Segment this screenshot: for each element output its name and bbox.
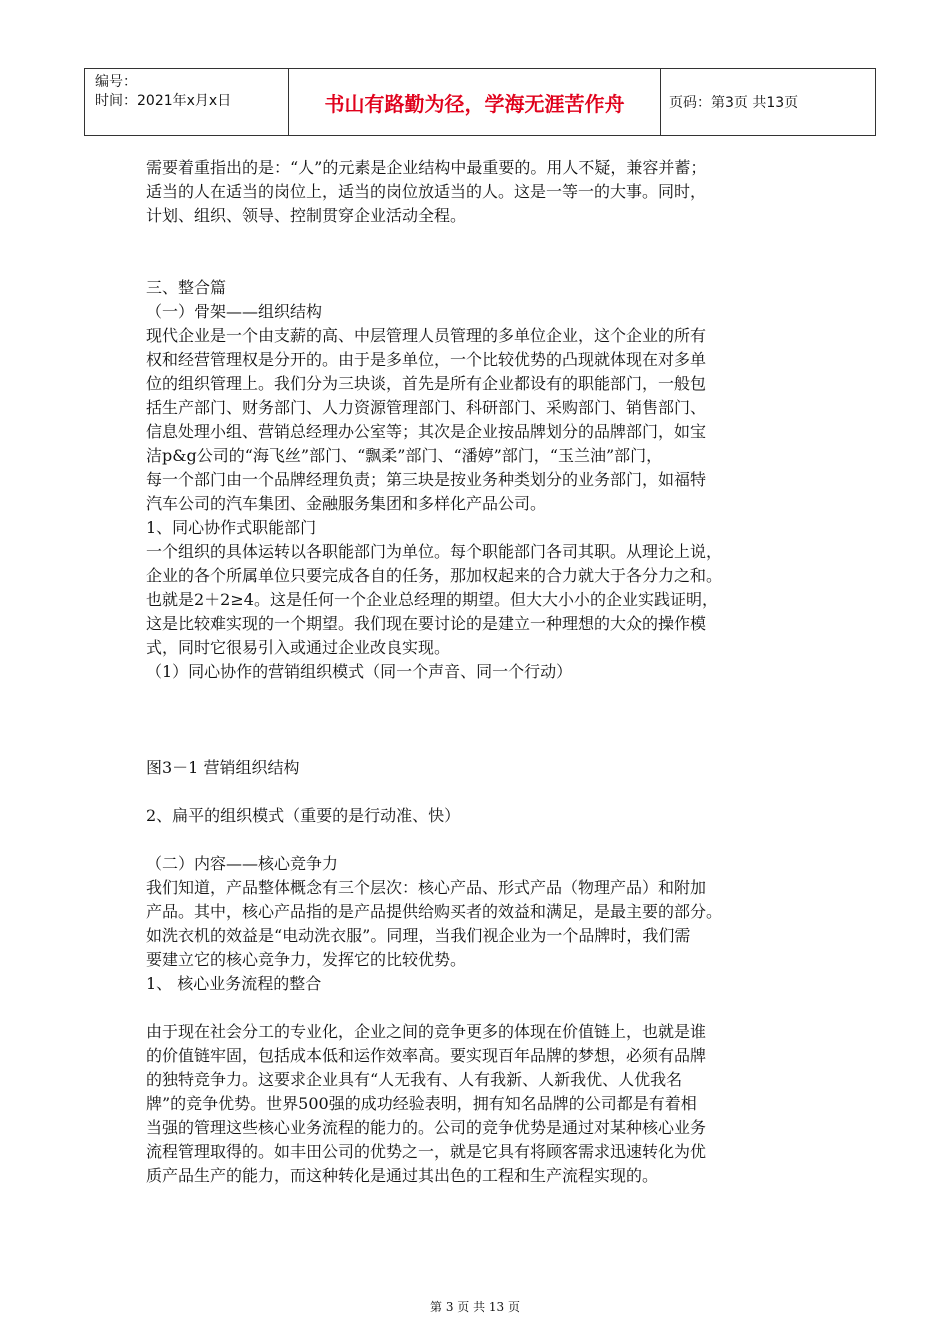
- text-line: 需要着重指出的是：“人”的元素是企业结构中最重要的。用人不疑，兼容并蓄；: [146, 158, 707, 177]
- section-heading: 三、整合篇: [146, 278, 227, 297]
- text-line: 牌”的竞争优势。世界500强的成功经验表明，拥有知名品牌的公司都是有着相: [146, 1094, 697, 1113]
- text-line: 流程管理取得的。如丰田公司的优势之一，就是它具有将顾客需求迅速转化为优: [146, 1142, 707, 1161]
- subsection-heading: （一）骨架——组织结构: [146, 302, 323, 321]
- text-line: 权和经营管理权是分开的。由于是多单位，一个比较优势的凸现就体现在对多单: [146, 350, 707, 369]
- text-line: 式，同时它很易引入或通过企业改良实现。: [146, 638, 451, 657]
- item-heading: 2、扁平的组织模式（重要的是行动准、快）: [146, 806, 461, 825]
- page-header: [84, 68, 876, 136]
- subsection-heading: （二）内容——核心竞争力: [146, 854, 339, 873]
- text-line: 括生产部门、财务部门、人力资源管理部门、科研部门、采购部门、销售部门、: [146, 398, 707, 417]
- text-line: 现代企业是一个由支薪的高、中层管理人员管理的多单位企业，这个企业的所有: [146, 326, 707, 345]
- text-line: 的价值链牢固，包括成本低和运作效率高。要实现百年品牌的梦想，必须有品牌: [146, 1046, 707, 1065]
- text-line: 一个组织的具体运转以各职能部门为单位。每个职能部门各司其职。从理论上说，: [146, 542, 723, 561]
- text-line: 如洗衣机的效益是“电动洗衣服”。同理，当我们视企业为一个品牌时，我们需: [146, 926, 691, 945]
- text-line: 也就是2＋2≥4。这是任何一个企业总经理的期望。但大大小小的企业实践证明，: [146, 590, 718, 609]
- text-line: 计划、组织、领导、控制贯穿企业活动全程。: [146, 206, 467, 225]
- header-motto: 书山有路勤为径，学海无涯苦作舟: [289, 69, 661, 135]
- text-line: 适当的人在适当的岗位上，适当的岗位放适当的人。这是一等一的大事。同时，: [146, 182, 707, 201]
- text-line: 这是比较难实现的一个期望。我们现在要讨论的是建立一种理想的大众的操作模: [146, 614, 707, 633]
- figure-caption: 图3－1 营销组织结构: [146, 758, 300, 777]
- item-heading: 1、同心协作式职能部门: [146, 518, 317, 537]
- text-line: 质产品生产的能力，而这种转化是通过其出色的工程和生产流程实现的。: [146, 1166, 659, 1185]
- text-line: 位的组织管理上。我们分为三块谈，首先是所有企业都设有的职能部门，一般包: [146, 374, 707, 393]
- text-line: 洁p&g公司的“海飞丝”部门、“飘柔”部门、“潘婷”部门，“玉兰油”部门，: [146, 446, 663, 465]
- document-body: [146, 156, 826, 1188]
- item-heading: 1、 核心业务流程的整合: [146, 974, 322, 993]
- text-line: 由于现在社会分工的专业化，企业之间的竞争更多的体现在价值链上，也就是谁: [146, 1022, 707, 1041]
- text-line: 要建立它的核心竞争力，发挥它的比较优势。: [146, 950, 467, 969]
- header-number: 编号：: [95, 74, 137, 90]
- section-integration: [146, 276, 826, 684]
- header-date: 时间：2021年x月x日: [95, 93, 232, 109]
- text-line: 产品。其中，核心产品指的是产品提供给购买者的效益和满足，是最主要的部分。: [146, 902, 723, 921]
- header-page-number: 页码：第3页 共13页: [669, 95, 799, 111]
- text-line: 信息处理小组、营销总经理办公室等；其次是企业按品牌划分的品牌部门，如宝: [146, 422, 707, 441]
- text-line: 当强的管理这些核心业务流程的能力的。公司的竞争优势是通过对某种核心业务: [146, 1118, 707, 1137]
- text-line: 企业的各个所属单位只要完成各自的任务，那加权起来的合力就大于各分力之和。: [146, 566, 723, 585]
- section-content: [146, 852, 826, 996]
- page-footer: 第 3 页 共 13 页: [430, 1300, 520, 1314]
- paragraph-a: [146, 156, 826, 228]
- text-line: 每一个部门由一个品牌经理负责；第三块是按业务种类划分的业务部门，如福特: [146, 470, 707, 489]
- text-line: 我们知道，产品整体概念有三个层次：核心产品、形式产品（物理产品）和附加: [146, 878, 707, 897]
- text-line: 汽车公司的汽车集团、金融服务集团和多样化产品公司。: [146, 494, 547, 513]
- item-heading: （1）同心协作的营销组织模式（同一个声音、同一个行动）: [146, 662, 573, 681]
- paragraph-d: [146, 1020, 826, 1188]
- text-line: 的独特竞争力。这要求企业具有“人无我有、人有我新、人新我优、人优我名: [146, 1070, 683, 1089]
- header-info: [85, 69, 289, 135]
